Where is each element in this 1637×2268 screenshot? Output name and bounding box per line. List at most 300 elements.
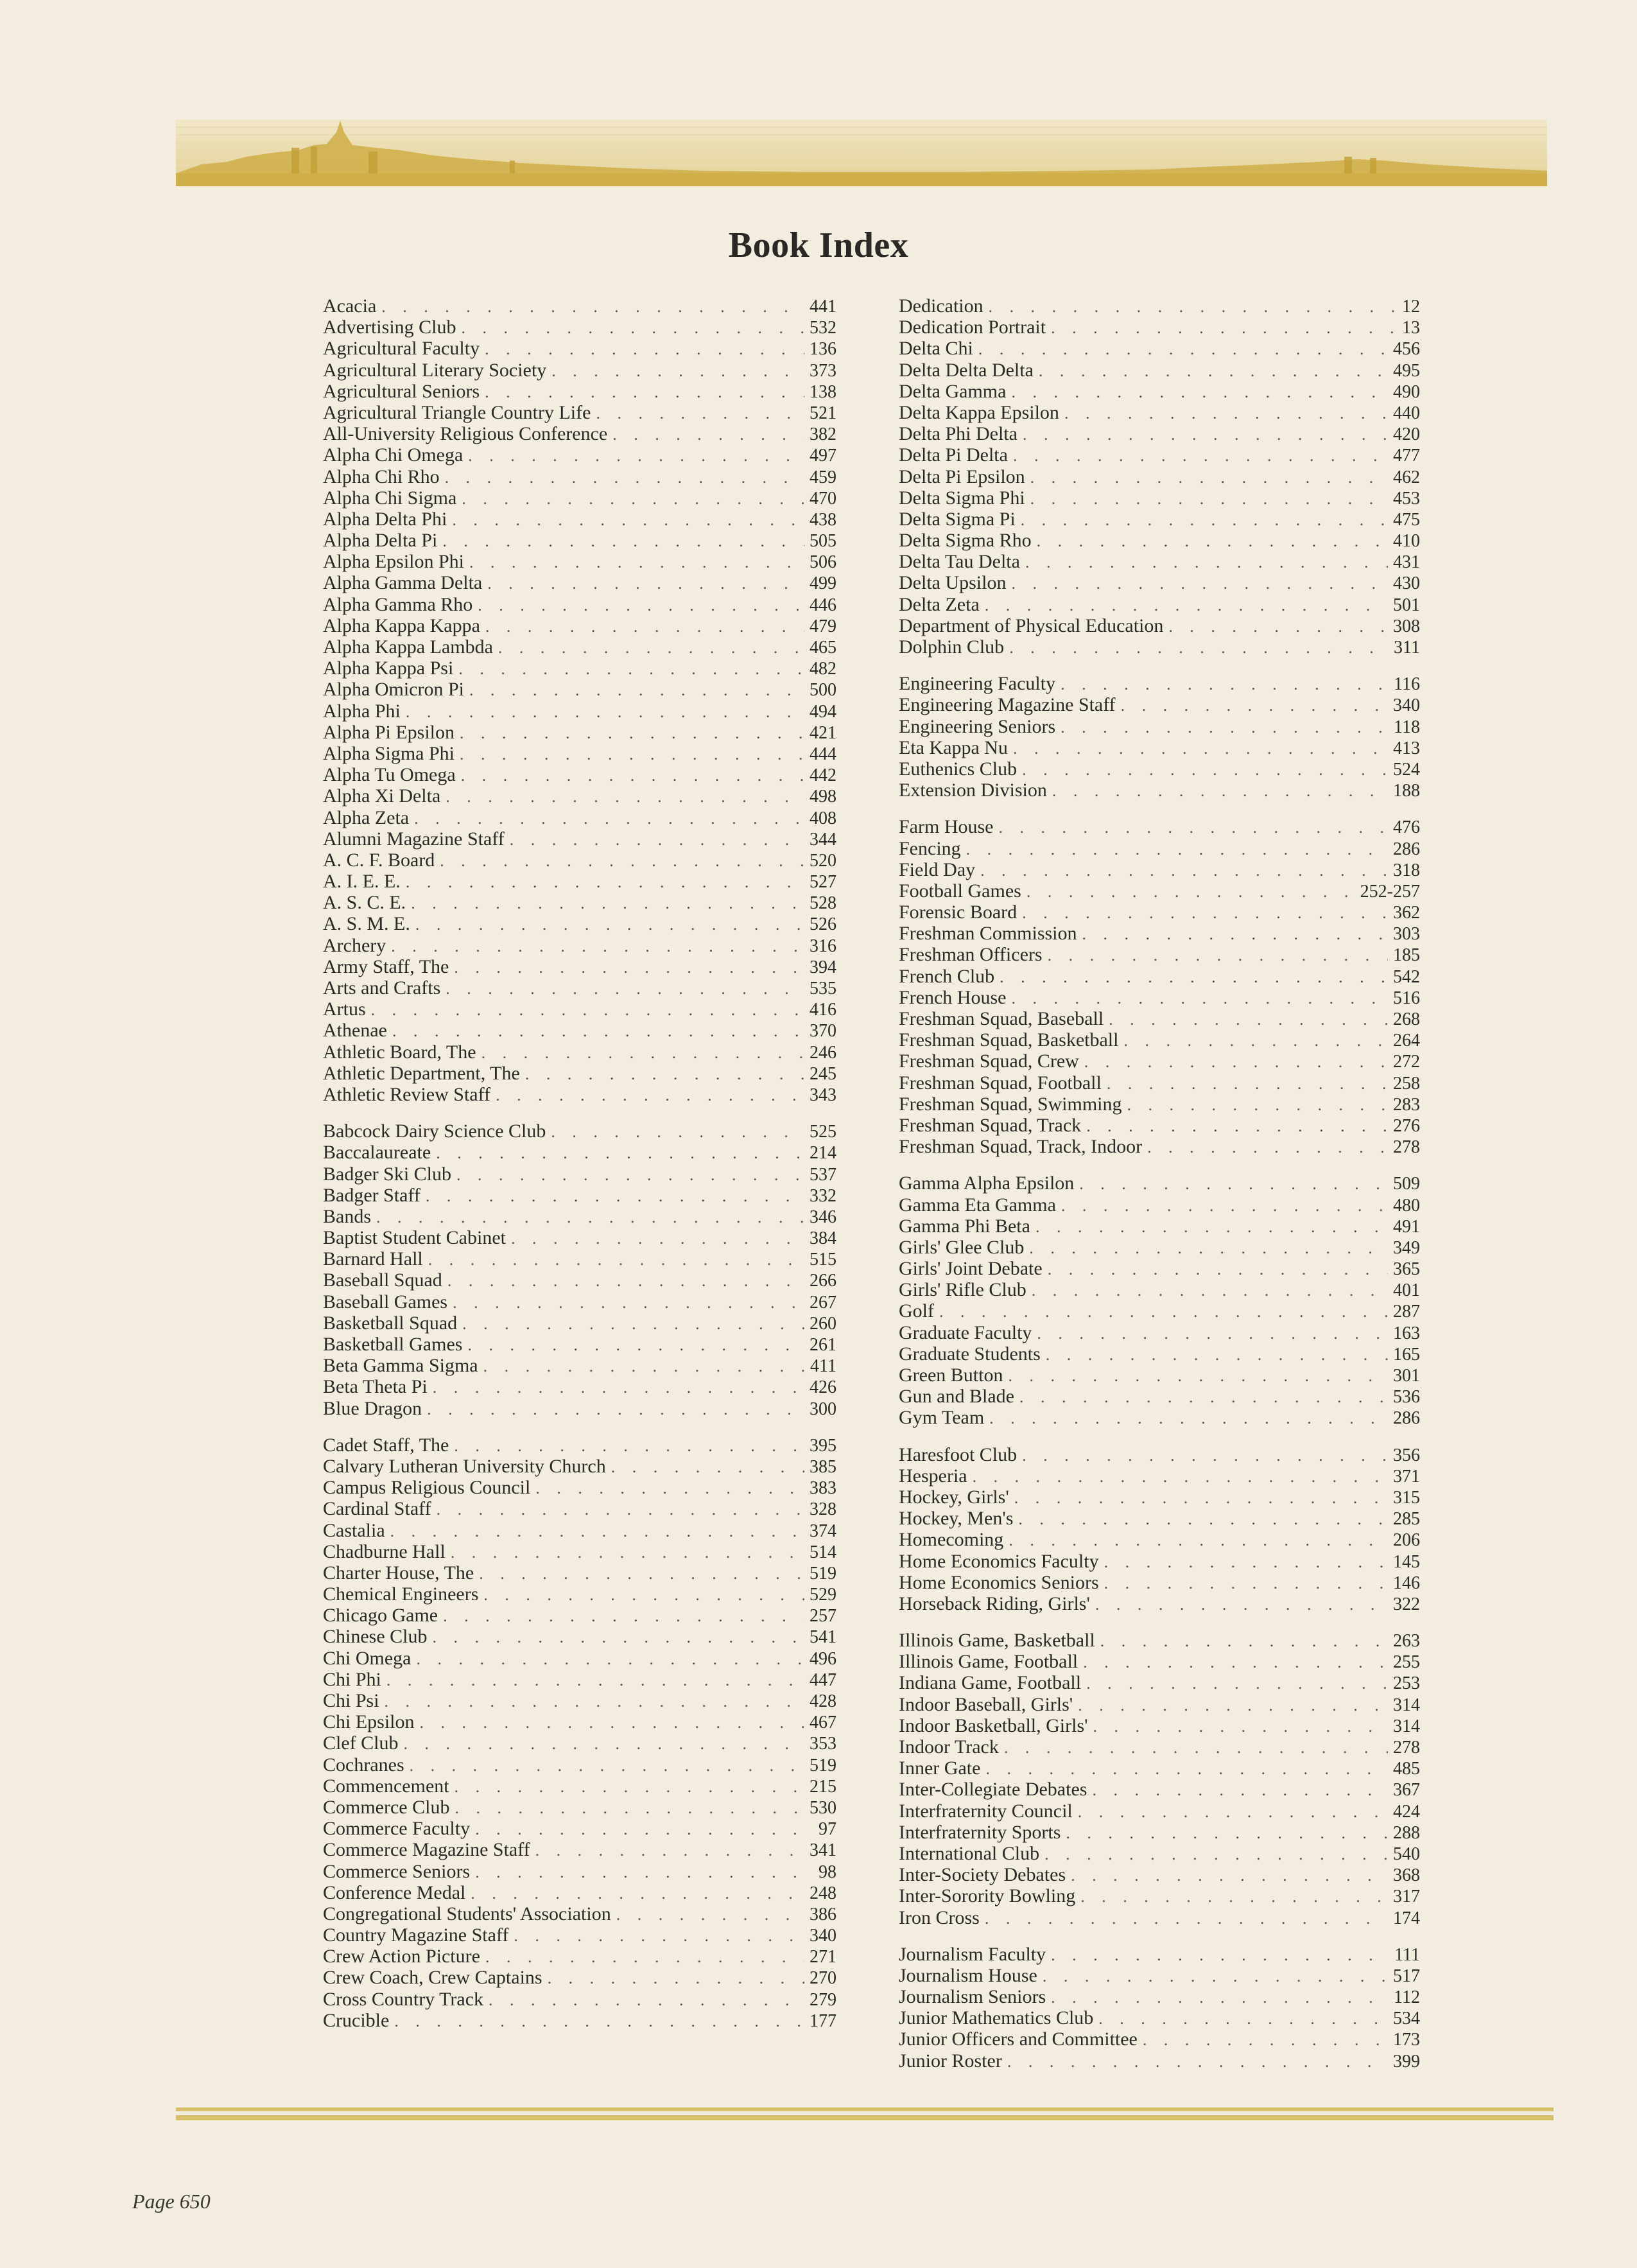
entry-page-number: 286	[1393, 1408, 1420, 1429]
dot-leader	[1080, 1886, 1388, 1907]
entry-name: Gun and Blade	[899, 1386, 1014, 1408]
dot-leader	[1023, 424, 1388, 445]
dot-leader	[1019, 1386, 1388, 1408]
index-entry	[899, 487, 1420, 509]
index-entry	[899, 360, 1420, 381]
entry-page-number: 540	[1393, 1844, 1420, 1864]
entry-page-number: 214	[810, 1143, 836, 1164]
entry-page-number: 386	[810, 1904, 836, 1924]
entry-page-number: 536	[1393, 1387, 1420, 1408]
entry-name: Arts and Crafts	[323, 977, 441, 999]
entry-name: Dedication	[899, 295, 983, 317]
index-entry	[899, 1508, 1420, 1529]
dot-leader	[445, 467, 804, 488]
entry-page-number: 470	[810, 488, 836, 509]
index-entry	[899, 1072, 1420, 1094]
entry-page-number: 542	[1393, 966, 1420, 987]
index-entry	[899, 1529, 1420, 1550]
dot-leader	[451, 1542, 804, 1563]
section-gap	[899, 1928, 1420, 1944]
index-entry	[899, 694, 1420, 715]
dot-leader	[1004, 1737, 1388, 1758]
dot-leader	[1052, 780, 1388, 801]
dot-leader	[436, 1142, 804, 1164]
entry-page-number: 530	[810, 1797, 836, 1818]
entry-page-number: 428	[810, 1691, 836, 1711]
index-entry	[323, 444, 836, 466]
entry-name: Green Button	[899, 1365, 1003, 1386]
dot-leader	[440, 850, 804, 871]
index-entry	[899, 1365, 1420, 1386]
dot-leader	[1022, 1445, 1388, 1466]
index-entry	[899, 1322, 1420, 1343]
entry-name: Alpha Delta Phi	[323, 508, 447, 530]
index-entry	[899, 1465, 1420, 1487]
dot-leader	[978, 338, 1388, 360]
index-entry	[899, 1843, 1420, 1864]
entry-page-number: 534	[1393, 2009, 1420, 2029]
index-entry	[323, 402, 836, 423]
entry-name: Bands	[323, 1205, 371, 1227]
index-entry	[323, 1839, 836, 1860]
dot-leader	[1051, 1987, 1389, 2008]
dot-leader	[1013, 445, 1388, 466]
dot-leader	[551, 360, 804, 381]
entry-page-number: 138	[810, 381, 836, 402]
dot-leader	[1025, 552, 1388, 573]
entry-page-number: 509	[1393, 1174, 1420, 1194]
dot-leader	[1051, 317, 1397, 338]
index-entry	[323, 1562, 836, 1583]
index-entry	[899, 295, 1420, 317]
entry-name: Freshman Officers	[899, 944, 1043, 966]
dot-leader	[1046, 1344, 1388, 1365]
entry-name: Forensic Board	[899, 902, 1018, 923]
dot-leader	[446, 978, 804, 999]
entry-page-number: 431	[1393, 552, 1420, 573]
dot-leader	[462, 317, 805, 338]
index-entry	[899, 2007, 1420, 2028]
index-entry	[323, 1605, 836, 1626]
dot-leader	[489, 1989, 804, 2011]
dot-leader	[1008, 1365, 1388, 1386]
dot-leader	[1037, 1323, 1388, 1344]
entry-page-number: 245	[810, 1063, 836, 1084]
entry-name: Interfraternity Council	[899, 1800, 1073, 1822]
entry-page-number: 498	[810, 787, 836, 807]
entry-name: Freshman Commission	[899, 923, 1077, 945]
entry-page-number: 382	[810, 424, 836, 445]
entry-page-number: 303	[1393, 924, 1420, 945]
entry-name: Delta Kappa Epsilon	[899, 401, 1059, 423]
entry-page-number: 287	[1393, 1302, 1420, 1322]
entry-name: Baseball Squad	[323, 1269, 442, 1291]
index-entry	[899, 1407, 1420, 1428]
entry-name: Journalism Seniors	[899, 1986, 1046, 2008]
entry-name: Badger Staff	[323, 1184, 420, 1206]
entry-page-number: 476	[1393, 817, 1420, 838]
index-entry	[899, 1173, 1420, 1194]
entry-page-number: 480	[1393, 1195, 1420, 1216]
entry-page-number: 349	[1393, 1237, 1420, 1258]
entry-page-number: 343	[810, 1085, 836, 1105]
index-entry	[323, 615, 836, 636]
entry-page-number: 374	[810, 1521, 836, 1541]
dot-leader	[1147, 1137, 1388, 1158]
index-entry	[323, 1355, 836, 1376]
dot-leader	[1078, 1695, 1388, 1716]
entry-name: Delta Zeta	[899, 593, 980, 615]
entry-name: Freshman Squad, Track, Indoor	[899, 1136, 1143, 1158]
entry-page-number: 370	[810, 1021, 836, 1042]
entry-name: Alumni Magazine Staff	[323, 828, 505, 850]
entry-page-number: 328	[810, 1499, 836, 1520]
entry-name: Alpha Sigma Phi	[323, 742, 455, 764]
entry-page-number: 301	[1393, 1366, 1420, 1386]
entry-page-number: 541	[810, 1627, 836, 1648]
entry-page-number: 384	[810, 1228, 836, 1249]
entry-page-number: 98	[818, 1862, 836, 1882]
entry-name: Freshman Squad, Baseball	[899, 1008, 1104, 1029]
index-entry	[323, 1648, 836, 1669]
entry-name: Athletic Review Staff	[323, 1083, 491, 1105]
entry-page-number: 308	[1393, 616, 1420, 636]
entry-page-number: 340	[1393, 695, 1420, 716]
entry-page-number: 261	[810, 1335, 836, 1355]
dot-leader	[406, 871, 804, 893]
dot-leader	[471, 1883, 804, 1904]
index-entry	[899, 880, 1420, 902]
entry-page-number: 485	[1393, 1759, 1420, 1779]
entry-page-number: 371	[1393, 1466, 1420, 1487]
index-entry	[323, 338, 836, 359]
entry-name: Euthenics Club	[899, 758, 1018, 780]
dot-leader	[404, 1733, 805, 1754]
dot-leader	[487, 573, 804, 594]
index-entry	[899, 509, 1420, 530]
entry-page-number: 188	[1393, 781, 1420, 801]
entry-page-number: 311	[1394, 638, 1420, 658]
index-entry	[323, 1042, 836, 1063]
entry-name: Alpha Kappa Lambda	[323, 636, 493, 658]
index-entry	[323, 1291, 836, 1313]
index-entry	[899, 737, 1420, 758]
entry-name: Inter-Sorority Bowling	[899, 1885, 1076, 1907]
entry-name: Cardinal Staff	[323, 1498, 431, 1520]
entry-page-number: 499	[810, 573, 836, 594]
entry-name: Agricultural Faculty	[323, 338, 480, 360]
dot-leader	[1035, 1216, 1388, 1237]
entry-page-number: 173	[1393, 2030, 1420, 2050]
entry-page-number: 430	[1393, 573, 1420, 594]
dot-leader	[514, 1925, 804, 1946]
dot-leader	[1127, 1094, 1388, 1115]
entry-name: Agricultural Literary Society	[323, 359, 547, 381]
dot-leader	[535, 1840, 804, 1861]
dot-leader	[433, 1627, 805, 1648]
entry-page-number: 332	[810, 1185, 836, 1206]
index-entry	[899, 758, 1420, 780]
dot-leader	[1082, 923, 1388, 945]
index-entry	[323, 1477, 836, 1498]
entry-page-number: 118	[1394, 717, 1420, 737]
dot-leader	[483, 1356, 805, 1377]
dot-leader	[381, 296, 804, 317]
entry-name: Junior Officers and Committee	[899, 2028, 1138, 2050]
entry-name: Delta Pi Delta	[899, 444, 1008, 466]
bottom-decorative-rule	[176, 2107, 1554, 2120]
entry-name: Cochranes	[323, 1754, 404, 1775]
index-entry	[899, 673, 1420, 694]
entry-name: Football Games	[899, 880, 1021, 902]
entry-name: Commerce Faculty	[323, 1818, 471, 1840]
index-entry	[323, 1334, 836, 1355]
dot-leader	[612, 424, 804, 445]
entry-page-number: 314	[1393, 1695, 1420, 1715]
entry-name: Engineering Magazine Staff	[899, 694, 1116, 716]
index-entry	[323, 1797, 836, 1818]
section-gap	[899, 1429, 1420, 1444]
index-entry	[323, 1084, 836, 1105]
dot-leader	[1168, 616, 1388, 637]
index-entry	[899, 1487, 1420, 1508]
dot-leader	[433, 1377, 804, 1398]
index-entry	[899, 381, 1420, 402]
dot-leader	[1084, 1051, 1388, 1072]
dot-leader	[410, 1755, 804, 1776]
entry-name: Beta Gamma Sigma	[323, 1355, 478, 1377]
index-entry	[899, 1194, 1420, 1216]
index-entry	[899, 615, 1420, 636]
index-entry	[899, 1907, 1420, 1928]
entry-page-number: 271	[810, 1947, 836, 1967]
entry-name: Home Economics Seniors	[899, 1571, 1099, 1593]
entry-name: Inter-Society Debates	[899, 1864, 1066, 1886]
entry-page-number: 424	[1393, 1801, 1420, 1822]
entry-name: Basketball Squad	[323, 1312, 458, 1334]
index-entry	[323, 892, 836, 913]
entry-page-number: 368	[1393, 1865, 1420, 1886]
entry-page-number: 362	[1393, 903, 1420, 923]
entry-name: Alpha Gamma Rho	[323, 593, 473, 615]
entry-name: Castalia	[323, 1519, 385, 1541]
index-entry	[899, 716, 1420, 737]
entry-page-number: 270	[810, 1968, 836, 1989]
dot-leader	[1071, 1865, 1388, 1886]
index-entry	[323, 487, 836, 509]
entry-name: Illinois Game, Football	[899, 1651, 1078, 1673]
index-column-left	[323, 295, 836, 2031]
dot-leader	[1037, 530, 1388, 552]
dot-leader	[1013, 738, 1388, 759]
index-entry	[899, 1237, 1420, 1258]
entry-name: Extension Division	[899, 780, 1047, 801]
index-entry	[323, 1498, 836, 1519]
index-entry	[899, 572, 1420, 593]
dot-leader	[525, 1063, 804, 1085]
index-entry	[899, 1651, 1420, 1672]
index-entry	[899, 1885, 1420, 1906]
entry-name: Freshman Squad, Crew	[899, 1051, 1079, 1072]
entry-name: Badger Ski Club	[323, 1163, 451, 1185]
entry-page-number: 367	[1393, 1780, 1420, 1801]
entry-name: Chi Epsilon	[323, 1711, 415, 1733]
entry-name: Homecoming	[899, 1529, 1004, 1551]
entry-page-number: 426	[810, 1377, 836, 1398]
dot-leader	[985, 1758, 1388, 1779]
dot-leader	[455, 1797, 804, 1819]
dot-leader	[485, 1946, 804, 1967]
dot-leader	[973, 1466, 1388, 1487]
entry-name: Delta Upsilon	[899, 572, 1007, 594]
dot-leader	[1048, 945, 1388, 966]
entry-name: Gamma Alpha Epsilon	[899, 1173, 1075, 1194]
index-entry	[899, 1444, 1420, 1465]
dot-leader	[428, 1249, 804, 1270]
entry-name: Crew Action Picture	[323, 1946, 480, 1967]
dot-leader	[1143, 2029, 1388, 2050]
entry-name: Girls' Glee Club	[899, 1236, 1025, 1258]
entry-name: Calvary Lutheran University Church	[323, 1455, 606, 1477]
dot-leader	[1051, 1944, 1389, 1966]
entry-name: Baptist Student Cabinet	[323, 1227, 506, 1249]
index-entry	[323, 977, 836, 999]
index-entry	[323, 807, 836, 828]
index-entry	[899, 1094, 1420, 1115]
entry-page-number: 317	[1393, 1887, 1420, 1907]
index-entry	[323, 1398, 836, 1419]
entry-page-number: 318	[1393, 860, 1420, 880]
entry-page-number: 444	[810, 744, 836, 764]
index-entry	[899, 944, 1420, 965]
dot-leader	[427, 1399, 804, 1420]
entry-name: Blue Dragon	[323, 1397, 422, 1419]
index-entry	[899, 444, 1420, 466]
dot-leader	[415, 914, 804, 935]
section-gap	[323, 1105, 836, 1121]
entry-page-number: 257	[810, 1606, 836, 1627]
entry-name: All-University Religious Conference	[323, 423, 608, 445]
section-gap	[899, 1614, 1420, 1630]
index-entry	[323, 1313, 836, 1334]
entry-name: Alpha Phi	[323, 700, 401, 722]
dot-leader	[453, 1292, 804, 1313]
entry-page-number: 495	[1393, 360, 1420, 381]
dot-leader	[998, 817, 1388, 838]
entry-page-number: 146	[1393, 1573, 1420, 1593]
index-entry	[899, 2050, 1420, 2072]
dot-leader	[475, 1819, 813, 1840]
dot-leader	[391, 936, 804, 957]
index-entry	[323, 1435, 836, 1456]
entry-name: Acacia	[323, 295, 377, 317]
entry-name: Field Day	[899, 859, 976, 880]
entry-page-number: 215	[810, 1776, 836, 1797]
index-entry	[323, 1946, 836, 1967]
entry-name: Beta Theta Pi	[323, 1376, 428, 1398]
section-gap	[899, 801, 1420, 816]
entry-page-number: 416	[810, 1000, 836, 1020]
dot-leader	[437, 1499, 804, 1520]
entry-page-number: 252-257	[1360, 881, 1420, 902]
index-entry	[899, 859, 1420, 880]
entry-name: French House	[899, 986, 1007, 1008]
dot-leader	[481, 1042, 804, 1063]
entry-page-number: 174	[1393, 1908, 1420, 1928]
dot-leader	[1079, 1173, 1388, 1194]
entry-page-number: 515	[810, 1250, 836, 1270]
dot-leader	[447, 1270, 804, 1291]
entry-name: Gym Team	[899, 1407, 985, 1429]
index-entry	[899, 402, 1420, 423]
entry-page-number: 525	[810, 1122, 836, 1142]
entry-name: Alpha Chi Sigma	[323, 487, 457, 509]
entry-page-number: 267	[810, 1292, 836, 1313]
dot-leader	[1095, 1594, 1388, 1615]
entry-page-number: 408	[810, 808, 836, 828]
index-entry	[899, 1630, 1420, 1651]
entry-page-number: 517	[1393, 1966, 1420, 1986]
decorative-skyline-banner	[176, 119, 1547, 186]
entry-page-number: 283	[1393, 1094, 1420, 1115]
index-entry	[323, 423, 836, 444]
dot-leader	[1009, 1530, 1388, 1551]
section-gap	[323, 1419, 836, 1435]
entry-page-number: 145	[1393, 1551, 1420, 1572]
entry-name: Golf	[899, 1300, 934, 1322]
entry-name: Congregational Students' Association	[323, 1903, 611, 1924]
entry-name: Crew Coach, Crew Captains	[323, 1967, 542, 1989]
entry-name: Crucible	[323, 2009, 390, 2031]
dot-leader	[1030, 488, 1388, 509]
index-entry	[323, 1063, 836, 1084]
index-entry	[899, 1216, 1420, 1237]
entry-name: Commerce Magazine Staff	[323, 1839, 530, 1861]
dot-leader	[1018, 1508, 1388, 1530]
entry-page-number: 264	[1393, 1031, 1420, 1051]
dot-leader	[376, 1207, 804, 1228]
entry-name: Junior Mathematics Club	[899, 2007, 1094, 2029]
dot-leader	[420, 1712, 804, 1733]
entry-name: Athletic Board, The	[323, 1041, 476, 1063]
entry-page-number: 266	[810, 1271, 836, 1291]
dot-leader	[426, 1185, 804, 1207]
entry-name: Barnard Hall	[323, 1248, 423, 1270]
index-entry	[899, 923, 1420, 944]
entry-name: A. C. F. Board	[323, 849, 435, 871]
dot-leader	[985, 595, 1388, 616]
entry-name: Army Staff, The	[323, 955, 449, 977]
entry-name: Engineering Seniors	[899, 715, 1056, 737]
entry-name: Alpha Zeta	[323, 807, 410, 828]
index-entry	[323, 1861, 836, 1882]
index-entry	[323, 466, 836, 487]
dot-leader	[1098, 2008, 1388, 2029]
index-entry	[899, 1279, 1420, 1300]
entry-page-number: 442	[810, 765, 836, 786]
index-entry	[899, 1986, 1420, 2007]
entry-page-number: 279	[810, 1989, 836, 2010]
entry-page-number: 456	[1393, 339, 1420, 360]
index-entry	[323, 913, 836, 934]
index-entry	[323, 381, 836, 402]
index-entry	[899, 1551, 1420, 1572]
dot-leader	[1078, 1801, 1388, 1822]
index-entry	[323, 1020, 836, 1041]
dot-leader	[616, 1904, 804, 1925]
entry-page-number: 300	[810, 1399, 836, 1419]
index-entry	[323, 551, 836, 572]
